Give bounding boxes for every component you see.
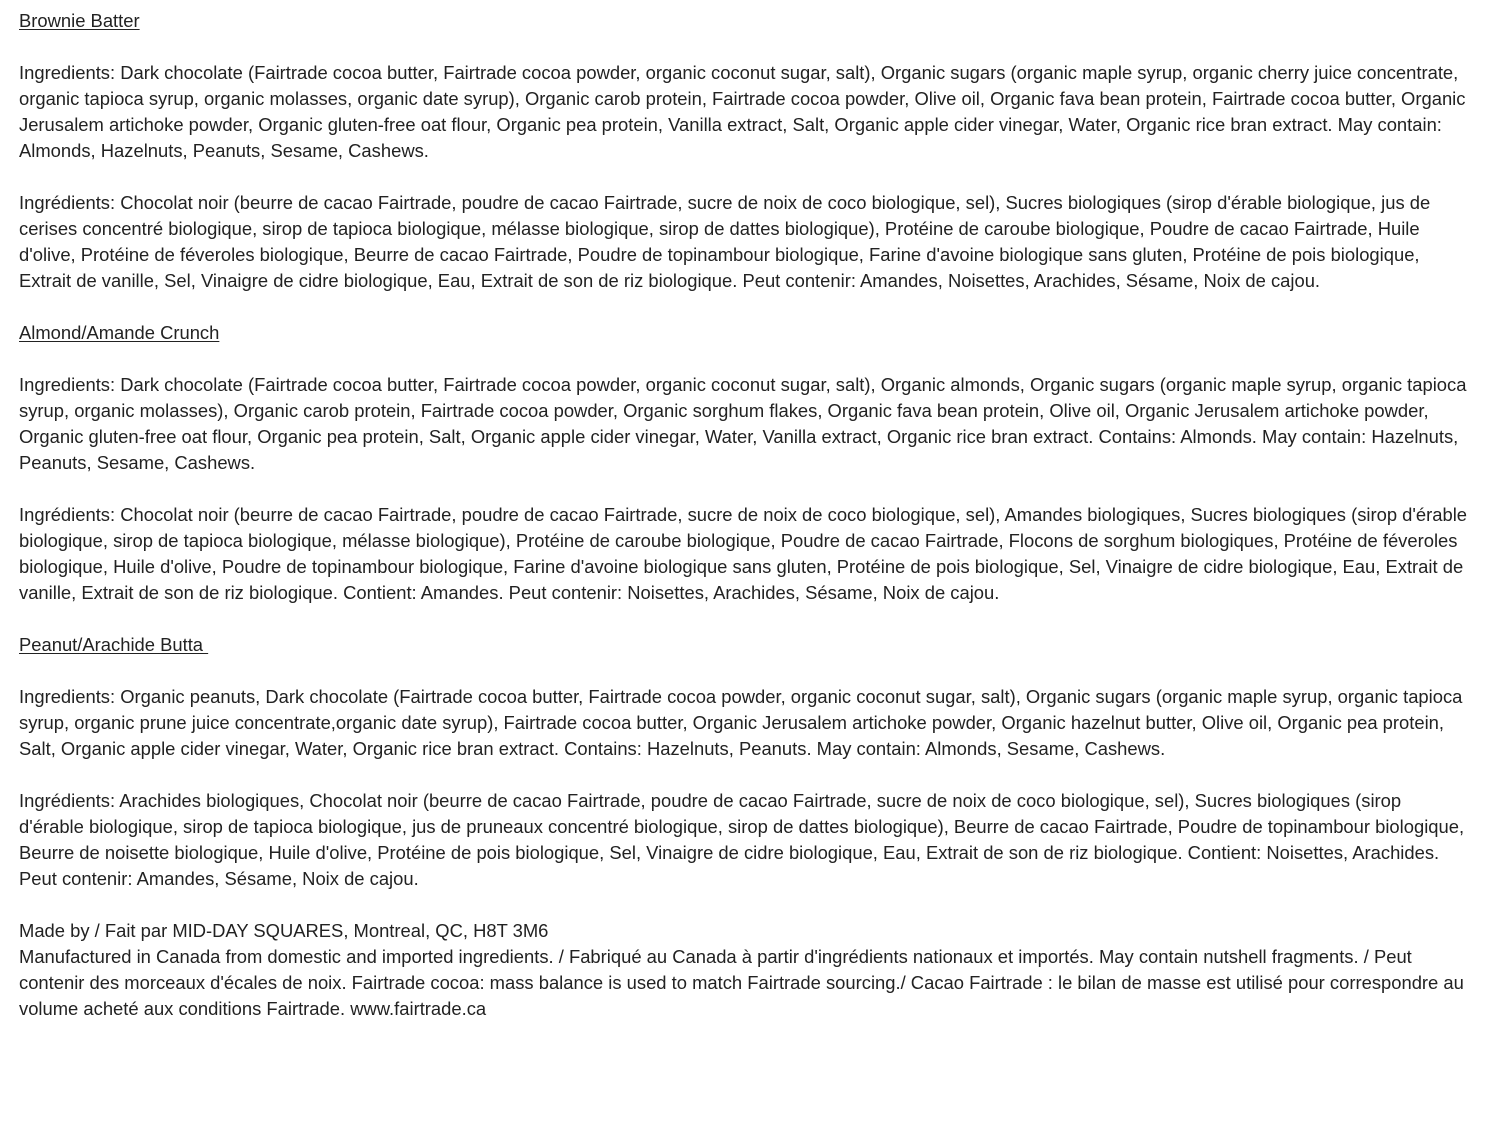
ingredients-french: Ingrédients: Chocolat noir (beurre de cacao Fairtrade, poudre de cacao Fairtrade, sucre de noix de coco biologique, sel), Sucres biologiques (sirop d'érable biologique, jus de cerises concentré biologique, sirop de tapioca biologique, mélasse biologique, sirop de dattes biologique), Protéine de caroube biologique, Poudre de cacao Fairtrade, Huile d'olive, Protéine de féveroles biologique, Beurre de cacao Fairtrade, Poudre de topinambour biologique, Farine d'avoine biologique sans gluten, Protéine de pois biologique, Extrait de vanille, Sel, Vinaigre de cidre biologique, Eau, Extrait de son de riz biologique. Peut contenir: Amandes, Noisettes, Arachides, Sésame, Noix de cajou.	[19, 192, 1431, 291]
section-heading-almond-crunch: Almond/Amande Crunch	[19, 322, 220, 343]
spacer	[19, 658, 1471, 684]
manufacturer-line: Made by / Fait par MID-DAY SQUARES, Montreal, QC, H8T 3M6	[19, 920, 549, 941]
spacer	[19, 892, 1471, 918]
spacer	[19, 294, 1471, 320]
spacer	[19, 346, 1471, 372]
ingredients-english: Ingredients: Dark chocolate (Fairtrade cocoa butter, Fairtrade cocoa powder, organic coconut sugar, salt), Organic sugars (organic maple syrup, organic cherry juice concentrate, organic tapioca syrup, organic molasses, organic date syrup), Organic carob protein, Fairtrade cocoa powder, Olive oil, Organic fava bean protein, Fairtrade cocoa butter, Organic Jerusalem artichoke powder, Organic gluten-free oat flour, Organic pea protein, Vanilla extract, Salt, Organic apple cider vinegar, Water, Organic rice bran extract. May contain: Almonds, Hazelnuts, Peanuts, Sesame, Cashews.	[19, 62, 1466, 161]
spacer	[19, 164, 1471, 190]
spacer	[19, 476, 1471, 502]
section-heading-brownie-batter: Brownie Batter	[19, 10, 140, 31]
manufacturing-notes: Manufactured in Canada from domestic and imported ingredients. / Fabriqué au Canada à partir d'ingrédients nationaux et importés. May contain nutshell fragments. / Peut contenir des morceaux d'écales de noix. Fairtrade cocoa: mass balance is used to match Fairtrade sourcing./ Cacao Fairtrade : le bilan de masse est utilisé pour correspondre au volume acheté aux conditions Fairtrade. www.fairtrade.ca	[19, 946, 1464, 1019]
spacer	[19, 606, 1471, 632]
ingredients-french: Ingrédients: Chocolat noir (beurre de cacao Fairtrade, poudre de cacao Fairtrade, sucre de noix de coco biologique, sel), Amandes biologiques, Sucres biologiques (sirop d'érable biologique, sirop de tapioca biologique, mélasse biologique), Protéine de caroube biologique, Poudre de cacao Fairtrade, Flocons de sorghum biologiques, Protéine de féveroles biologique, Huile d'olive, Poudre de topinambour biologique, Farine d'avoine biologique sans gluten, Protéine de pois biologique, Sel, Vinaigre de cidre biologique, Eau, Extrait de vanille, Extrait de son de riz biologique. Contient: Amandes. Peut contenir: Noisettes, Arachides, Sésame, Noix de cajou.	[19, 504, 1468, 603]
ingredients-english: Ingredients: Organic peanuts, Dark chocolate (Fairtrade cocoa butter, Fairtrade cocoa powder, organic coconut sugar, salt), Organic sugars (organic maple syrup, organic tapioca syrup, organic prune juice concentrate,organic date syrup), Fairtrade cocoa butter, Organic Jerusalem artichoke powder, Organic hazelnut butter, Olive oil, Organic pea protein, Salt, Organic apple cider vinegar, Water, Organic rice bran extract. Contains: Hazelnuts, Peanuts. May contain: Almonds, Sesame, Cashews.	[19, 686, 1463, 759]
ingredients-french: Ingrédients: Arachides biologiques, Chocolat noir (beurre de cacao Fairtrade, poudre de cacao Fairtrade, sucre de noix de coco biologique, sel), Sucres biologiques (sirop d'érable biologique, sirop de tapioca biologique, jus de pruneaux concentré biologique, sirop de dattes biologique), Beurre de cacao Fairtrade, Poudre de topinambour biologique, Beurre de noisette biologique, Huile d'olive, Protéine de pois biologique, Sel, Vinaigre de cidre biologique, Eau, Extrait de son de riz biologique. Contient: Noisettes, Arachides. Peut contenir: Amandes, Sésame, Noix de cajou.	[19, 790, 1465, 889]
spacer	[19, 762, 1471, 788]
section-heading-peanut-butta: Peanut/Arachide Butta	[19, 634, 209, 655]
ingredients-document	[19, 8, 1471, 1022]
spacer	[19, 34, 1471, 60]
ingredients-english: Ingredients: Dark chocolate (Fairtrade cocoa butter, Fairtrade cocoa powder, organic coconut sugar, salt), Organic almonds, Organic sugars (organic maple syrup, organic tapioca syrup, organic molasses), Organic carob protein, Fairtrade cocoa powder, Organic sorghum flakes, Organic fava bean protein, Olive oil, Organic Jerusalem artichoke powder, Organic gluten-free oat flour, Organic pea protein, Salt, Organic apple cider vinegar, Water, Vanilla extract, Organic rice bran extract. Contains: Almonds. May contain: Hazelnuts, Peanuts, Sesame, Cashews.	[19, 374, 1467, 473]
